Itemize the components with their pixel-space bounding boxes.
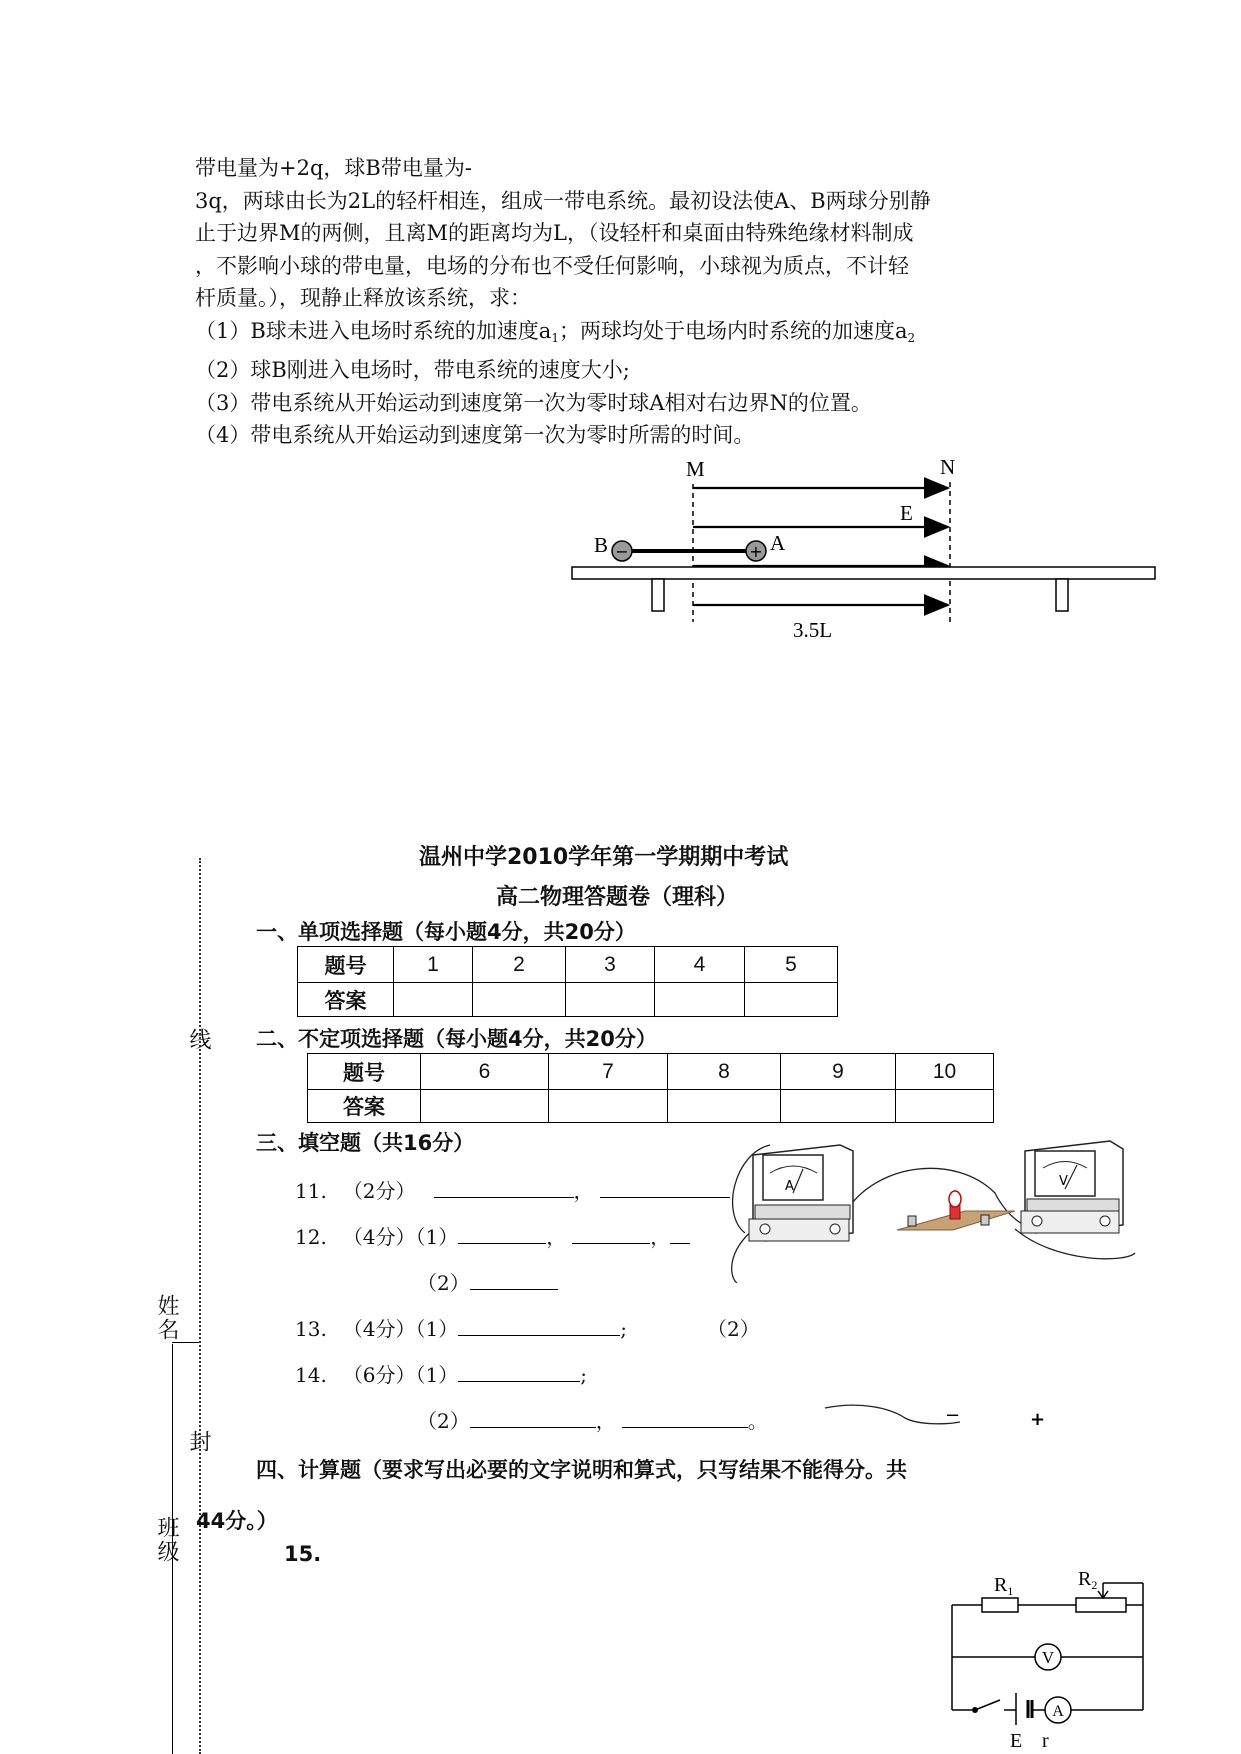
problem-line-5: 杆质量。），现静止释放该系统，求： [195, 286, 531, 310]
section-2-heading: 二、不定项选择题（每小题4分，共20分） [256, 1027, 657, 1051]
exam-subtitle: 高二物理答题卷（理科） [496, 885, 739, 910]
table1-row-label: 答案 [298, 983, 394, 1017]
internal-r-label: r [1042, 1730, 1049, 1752]
emf-label: E [1010, 1730, 1023, 1752]
table-leg-right [1056, 579, 1068, 611]
resistor-r1 [982, 1598, 1018, 1612]
table1-answer-cell[interactable] [655, 983, 745, 1017]
q13-row: 13. （4分）（1） ; （2） [295, 1317, 760, 1341]
problem-line-3: 止于边界M的两侧，且离M的距离均为L，（设轻杆和桌面由特殊绝缘材料制成 [195, 221, 914, 245]
table2-num-7: 7 [549, 1054, 668, 1090]
exam-title: 温州中学2010学年第一学期期中考试 [419, 845, 789, 870]
table1-num-1: 1 [394, 947, 473, 983]
q11-blank-1[interactable] [434, 1179, 574, 1198]
q14-row-2: （2） ， 。 [417, 1409, 768, 1433]
problem-line-1: 带电量为+2q，球B带电量为- [195, 156, 472, 180]
table2-num-10: 10 [896, 1054, 994, 1090]
table-top [572, 567, 1155, 579]
q12-row: 12. （4分）（1） ， ， [295, 1221, 690, 1250]
name-underline [172, 1342, 199, 1343]
q12-blank-3[interactable] [670, 1225, 690, 1244]
q11-blank-2[interactable] [600, 1179, 730, 1198]
circuit-ammeter-label: A [1052, 1703, 1064, 1720]
svg-text:R2 [1078, 1568, 1097, 1592]
table-leg-left [652, 579, 664, 611]
subscript-2: 2 [907, 330, 916, 345]
table1-num-5: 5 [745, 947, 838, 983]
question-2: （2）球B刚进入电场时，带电系统的速度大小; [195, 358, 630, 382]
table2-answer-cell[interactable] [668, 1090, 781, 1123]
table2-header: 题号 [308, 1054, 421, 1090]
table2-answer-cell[interactable] [549, 1090, 668, 1123]
question-3: （3）带电系统从开始运动到速度第一次为零时球A相对右边界N的位置。 [195, 390, 872, 415]
table1-num-4: 4 [655, 947, 745, 983]
q14-row: 14. （6分）（1） ; [295, 1363, 588, 1387]
svg-text:R1 [994, 1574, 1013, 1598]
table2-num-6: 6 [421, 1054, 549, 1090]
table1-num-3: 3 [566, 947, 655, 983]
label-m: M [686, 457, 705, 481]
table1-num-2: 2 [473, 947, 566, 983]
table2-answer-cell[interactable] [781, 1090, 896, 1123]
q14-blank-2[interactable] [470, 1409, 596, 1428]
question-4: （4）带电系统从开始运动到速度第一次为零时所需的时间。 [195, 423, 755, 447]
q12-blank-4[interactable] [470, 1271, 558, 1290]
answer-table-1 [297, 946, 838, 1017]
q12-blank-1[interactable] [458, 1225, 546, 1244]
subscript-1: 1 [551, 330, 559, 345]
q13-blank-1[interactable] [458, 1317, 620, 1336]
r2-subscript: 2 [1091, 1578, 1098, 1592]
table2-num-9: 9 [781, 1054, 896, 1090]
r1-label: R [994, 1574, 1008, 1596]
margin-label-xian: 线 [186, 1028, 211, 1050]
label-b: B [594, 533, 609, 557]
q14-blank-3[interactable] [622, 1409, 748, 1428]
field-diagram [560, 450, 1180, 650]
ammeter [749, 1145, 853, 1241]
section-4-heading-cont: 44分。） [196, 1509, 278, 1533]
ball-b-sign: − [615, 542, 629, 561]
q15-label: 15. [284, 1542, 322, 1566]
circuit-diagram [938, 1555, 1148, 1754]
table2-answer-cell[interactable] [421, 1090, 549, 1123]
battery-minus: − [945, 1405, 961, 1426]
table1-header: 题号 [298, 947, 394, 983]
binding-dotted-line [199, 858, 201, 1754]
margin-label-class: 班级 [154, 1516, 179, 1564]
margin-label-feng: 封 [186, 1430, 211, 1452]
voltmeter [1021, 1141, 1123, 1233]
label-n: N [940, 455, 956, 479]
r1-subscript: 1 [1007, 1584, 1014, 1598]
ammeter-label: A [785, 1179, 794, 1194]
problem-text [195, 152, 931, 452]
r2-label: R [1078, 1568, 1092, 1590]
table1-answer-cell[interactable] [566, 983, 655, 1017]
label-e: E [900, 501, 913, 525]
table1-answer-cell[interactable] [394, 983, 473, 1017]
problem-line-2: 3q，两球由长为2L的轻杆相连，组成一带电系统。最初设法使A、B两球分别静 [195, 188, 931, 213]
circuit-voltmeter-label: V [1041, 1648, 1055, 1667]
problem-line-4: ，不影响小球的带电量，电场的分布也不受任何影响，小球视为质点，不计轻 [195, 253, 909, 278]
label-a: A [770, 531, 786, 555]
table2-row-label: 答案 [308, 1090, 421, 1123]
q12-row-2: （2） [417, 1267, 558, 1296]
table2-answer-cell[interactable] [896, 1090, 994, 1123]
table1-answer-cell[interactable] [473, 983, 566, 1017]
battery-wire [820, 1396, 1060, 1436]
margin-label-name: 姓名 [154, 1294, 179, 1342]
table1-answer-cell[interactable] [745, 983, 838, 1017]
q14-blank-1[interactable] [458, 1363, 580, 1382]
table2-num-8: 8 [668, 1054, 781, 1090]
section-4-heading: 四、计算题（要求写出必要的文字说明和算式，只写结果不能得分。共 [256, 1458, 907, 1482]
voltmeter-label: V [1059, 1174, 1068, 1189]
meters-figure [725, 1133, 1145, 1283]
dim-label: 3.5L [793, 618, 833, 642]
ball-a-sign: + [749, 542, 763, 561]
q11-row: 11. （2分） ， [295, 1175, 730, 1204]
question-1: （1）B球未进入电场时系统的加速度$a_1$；两球均处于电场内时系统的加速度$a_2$ [195, 318, 916, 345]
q12-blank-2[interactable] [572, 1225, 650, 1244]
answer-table-2 [307, 1053, 994, 1123]
resistor-r2 [1076, 1598, 1126, 1612]
section-3-heading: 三、填空题（共16分） [256, 1131, 475, 1155]
battery-plus: + [1030, 1409, 1046, 1430]
section-1-heading: 一、单项选择题（每小题4分，共20分） [256, 920, 636, 944]
